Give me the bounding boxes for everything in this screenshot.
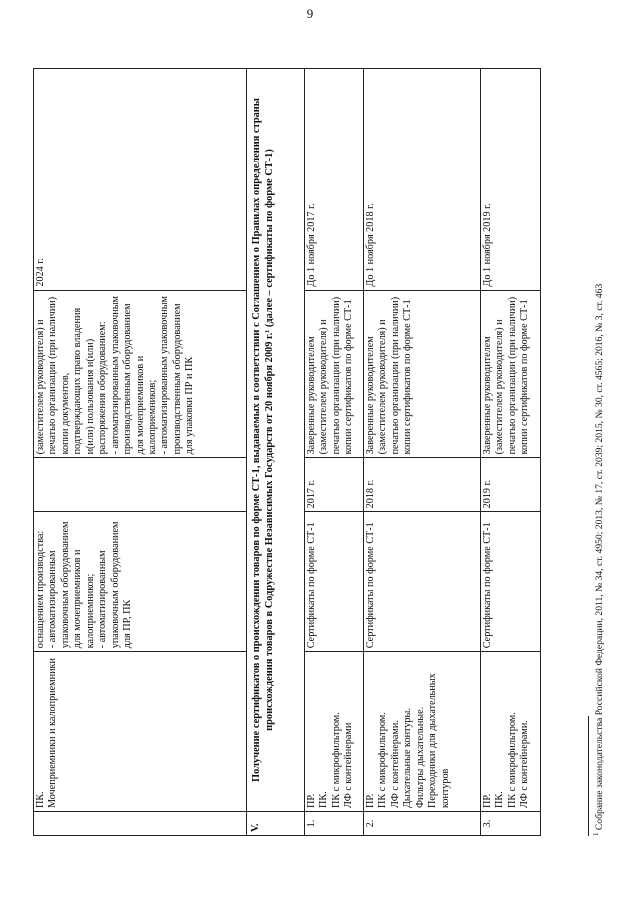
table-row-continuation <box>34 69 247 836</box>
cell-documents: (заместителем руководителя) и печатью организации (при наличии) копии документов, подтверждающих право владения и(или) пользования и(или) распоряжения оборудованием: - автоматизированным упаковочным производственным оборудованием для мочеприемников и калоприемников; - автоматизированным упаковочным производственным оборудованием для упаковки ПР и ПК <box>34 290 247 458</box>
row-products: ПР. ПК с микрофильтром. ЛФ с контейнерами. Дыхательные контуры. Фильтры дыхательные. Переходники для дыхательных контуров <box>364 652 481 812</box>
row-requirement: Сертификаты по форме СТ-1 <box>305 512 364 652</box>
footnote <box>592 284 605 836</box>
row-documents: Заверенные руководителем (заместителем руководителя) и печатью организации (при наличии) копии сертификатов по форме СТ-1 <box>364 290 481 458</box>
row-deadline: До 1 ноября 2018 г. <box>364 69 481 291</box>
table-row <box>305 69 364 836</box>
footnote-text: Собрание законодательства Российской Федерации, 2011, № 34, ст. 4950; 2013, № 17, ст. 2039; 2015, № 30, ст. 4565; 2016, № 3, ст. 463 <box>594 283 606 831</box>
table-row <box>364 69 481 836</box>
row-number: 3. <box>481 812 541 836</box>
row-year: 2018 г. <box>364 458 481 512</box>
section-number: V. <box>247 812 305 836</box>
row-products: ПР. ПК. ПК с микрофильтром. ЛФ с контейнерами <box>305 652 364 812</box>
row-requirement: Сертификаты по форме СТ-1 <box>481 512 541 652</box>
section-heading: Получение сертификатов о происхождении товаров по форме СТ-1, выдаваемых в соответствии с Соглашением о Правилах определения страны происхождения товаров в Содружестве Независимых Государств от 20 ноября 2009 г.¹ (далее – сертификаты по форме СТ-1) <box>247 69 305 812</box>
section-heading-row <box>247 69 305 836</box>
row-requirement: Сертификаты по форме СТ-1 <box>364 512 481 652</box>
cell-year-empty <box>34 458 247 512</box>
cell-requirements: оснащением производства: - автоматизированным упаковочным оборудованием для мочеприемников и калоприемников; - автоматизированным упаковочным оборудованием для ПР, ПК <box>34 512 247 652</box>
row-number: 2. <box>364 812 481 836</box>
footnote-separator <box>588 716 589 836</box>
row-documents: Заверенные руководителем (заместителем руководителя) и печатью организации (при наличии) копии сертификатов по форме СТ-1 <box>305 290 364 458</box>
table-row <box>481 69 541 836</box>
row-documents: Заверенные руководителем (заместителем руководителя) и печатью организации (при наличии) копии сертификатов по форме СТ-1 <box>481 290 541 458</box>
cell-products: ПК. Мочеприемники и калоприемники <box>34 652 247 812</box>
cell-num-empty <box>34 812 247 836</box>
footnote-mark: 1 <box>592 832 600 836</box>
page-number: 9 <box>306 5 314 21</box>
requirements-table <box>33 68 541 836</box>
row-deadline: До 1 ноября 2019 г. <box>481 69 541 291</box>
row-year: 2019 г. <box>481 458 541 512</box>
row-year: 2017 г. <box>305 458 364 512</box>
row-deadline: До 1 ноября 2017 г. <box>305 69 364 291</box>
row-products: ПР. ПК. ПК с микрофильтром. ЛФ с контейнерами. <box>481 652 541 812</box>
cell-deadline: 2024 г. <box>34 69 247 291</box>
row-number: 1. <box>305 812 364 836</box>
